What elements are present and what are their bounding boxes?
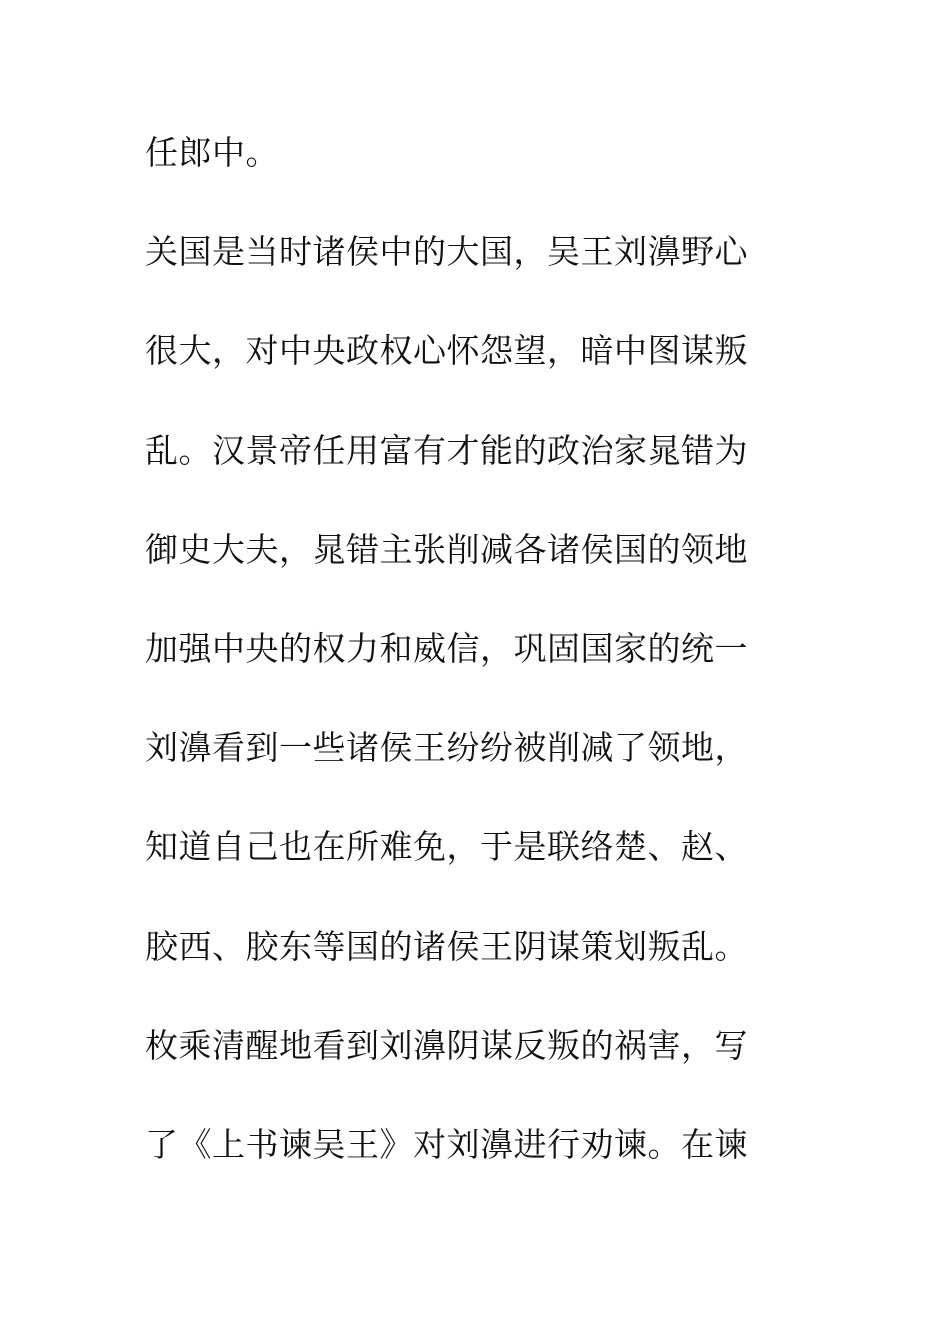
text-line: 任郎中。 [145, 133, 279, 172]
text-line: 了《上书谏吴王》对刘濞进行劝谏。在谏 [145, 1124, 748, 1164]
text-line: 加强中央的权力和威信，巩固国家的统一 [145, 628, 748, 668]
text-line: 刘濞看到一些诸侯王纷纷被削减了领地， [145, 728, 748, 768]
text-line: 乱。汉景帝任用富有才能的政治家晁错为 [145, 430, 748, 470]
text-line: 知道自己也在所难免，于是联络楚、赵、 [145, 827, 748, 867]
text-line: 胶西、胶东等国的诸侯王阴谋策划叛乱。 [145, 926, 748, 966]
body-text [145, 120, 825, 1211]
text-line: 很大，对中央政权心怀怨望，暗中图谋叛 [145, 331, 748, 371]
text-line: 枚乘清醒地看到刘濞阴谋反叛的祸害，写 [145, 1025, 748, 1065]
text-line: 御史大夫，晁错主张削减各诸侯国的领地 [145, 529, 748, 569]
text-line: 关国是当时诸侯中的大国，吴王刘濞野心 [145, 232, 748, 272]
